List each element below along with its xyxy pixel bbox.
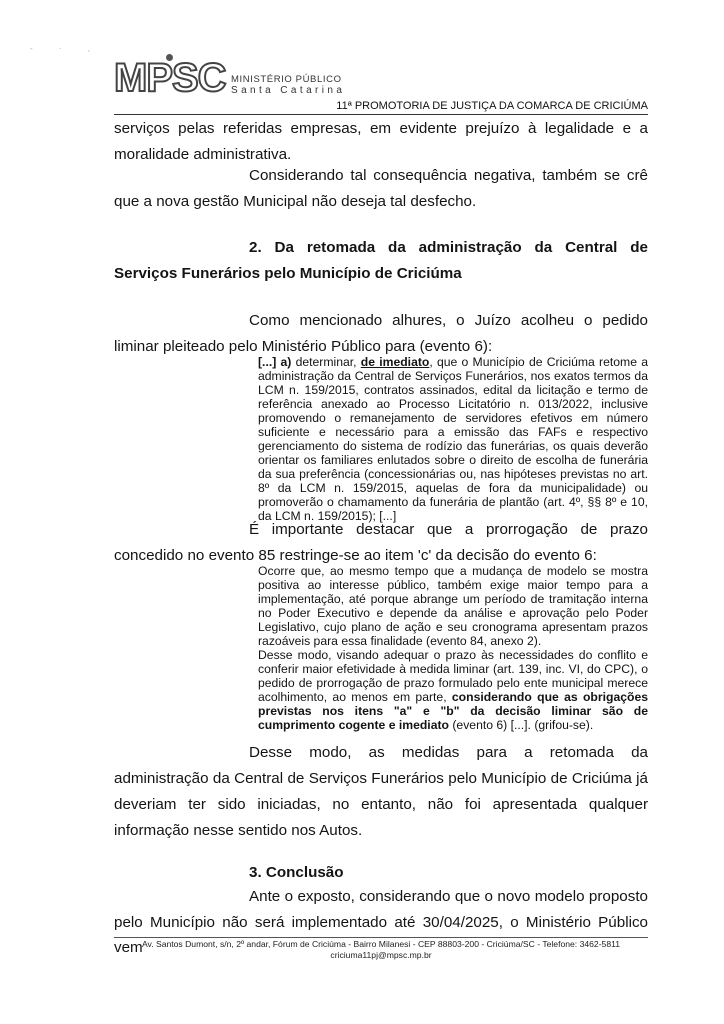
quote-1-text: , que o Município de Criciúma retome a administração da Central de Serviços Funerários, nos exatos termos da LCM n. 159/2015, contratos assinados, edital da licitação e termo de referência anexado ao Processo Licitatório n. 013/2022, inclusive promovendo o remanejamento de servidores efetivos em número suficiente e necessário para a emissão das FAFs e respectivo gerenciamento do sistema de rodízio das funerárias, os quais deverão orientar os familiares enlutados sobre o direito de escolha de funerária da sua preferência (concessionárias ou, nas hipóteses previstas no art. 8º da LCM n. 159/2015, aquelas de fora da municipalidade) ou promoverão o chamamento da funerária de plantão (art. 4º, §§ 8º e 10, da LCM n. 159/2015); [...] bbox=[258, 355, 648, 523]
paragraph-2: Considerando tal consequência negativa, também se crê que a nova gestão Municipal não deseja tal desfecho. bbox=[114, 167, 648, 210]
quote-1-emphasis: de imediato bbox=[360, 355, 430, 369]
paragraph-6: Ante o exposto, considerando que o novo modelo proposto pelo Município não será implementado até 30/04/2025, o Ministério Público vem bbox=[114, 888, 648, 956]
section-3-title: 3. Conclusão bbox=[249, 864, 344, 881]
quote-2-b-bold: considerando que as obrigações previstas nos itens "a" e "b" da decisão liminar são de cumprimento cogente e imediato bbox=[258, 690, 649, 732]
logo-subtitle: Santa Catarina bbox=[231, 85, 346, 96]
paragraph-3: Como mencionado alhures, o Juízo acolheu o pedido liminar pleiteado pelo Ministério Público para (evento 6): bbox=[114, 312, 648, 355]
quote-1-lead: [...] a) bbox=[258, 355, 292, 369]
quote-1-verb: determinar, bbox=[291, 355, 361, 369]
footer-email: criciuma11pj@mpsc.mp.br bbox=[330, 950, 432, 960]
quote-1 bbox=[258, 355, 648, 523]
section-2-title: 2. Da retomada da administração da Central de Serviços Funerários pelo Município de Criciúma bbox=[114, 239, 648, 282]
footer-address: Av. Santos Dumont, s/n, 2º andar, Fórum de Criciúma - Bairro Milanesi - CEP 88803-200 - Criciúma/SC - Telefone: 3462-5811 bbox=[141, 939, 621, 949]
quote-2-paragraph-b bbox=[258, 648, 648, 732]
paragraph-5: Desse modo, as medidas para a retomada da administração da Central de Serviços Funerários pelo Município de Criciúma já deveriam ter sido iniciadas, no entanto, não foi apresentada qualquer informação nesse sentido nos Autos. bbox=[114, 744, 648, 839]
scan-artifact-marks: - · , bbox=[30, 44, 102, 53]
office-header: 11ª PROMOTORIA DE JUSTIÇA DA COMARCA DE CRICIÚMA bbox=[336, 100, 648, 112]
quote-2 bbox=[258, 564, 648, 732]
quote-2-b-start: Desse modo, visando adequar o prazo às necessidades do conflito e conferir maior efetividade à medida liminar (art. 139, inc. VI, do CPC), o pedido de prorrogação de prazo formulado pelo ente municipal merece acolhimento, ao menos em parte, bbox=[258, 648, 648, 704]
quote-2-paragraph-a: Ocorre que, ao mesmo tempo que a mudança de modelo se mostra positiva ao interesse público, também exige maior tempo para a implementação, até porque abrange um período de tramitação interna no Poder Executivo e depende da análise e aprovação pelo Poder Legislativo, cujo plano de ação e seu cronograma apresentam prazos razoáveis para essa finalidade (evento 84, anexo 2). bbox=[258, 564, 648, 648]
logo-title: MINISTÉRIO PÚBLICO bbox=[231, 74, 342, 85]
footer bbox=[114, 939, 648, 961]
logo-mark: MPSC bbox=[114, 56, 226, 100]
paragraph-4: É importante destacar que a prorrogação de prazo concedido no evento 85 restringe-se ao item 'c' da decisão do evento 6: bbox=[114, 521, 648, 564]
mpsc-logo bbox=[114, 54, 354, 102]
quote-2-b-end: (evento 6) [...]. (grifou-se). bbox=[448, 718, 594, 732]
header-divider bbox=[114, 114, 648, 115]
paragraph-1: serviços pelas referidas empresas, em evidente prejuízo à legalidade e a moralidade administrativa. bbox=[114, 120, 648, 163]
footer-divider bbox=[114, 937, 648, 938]
